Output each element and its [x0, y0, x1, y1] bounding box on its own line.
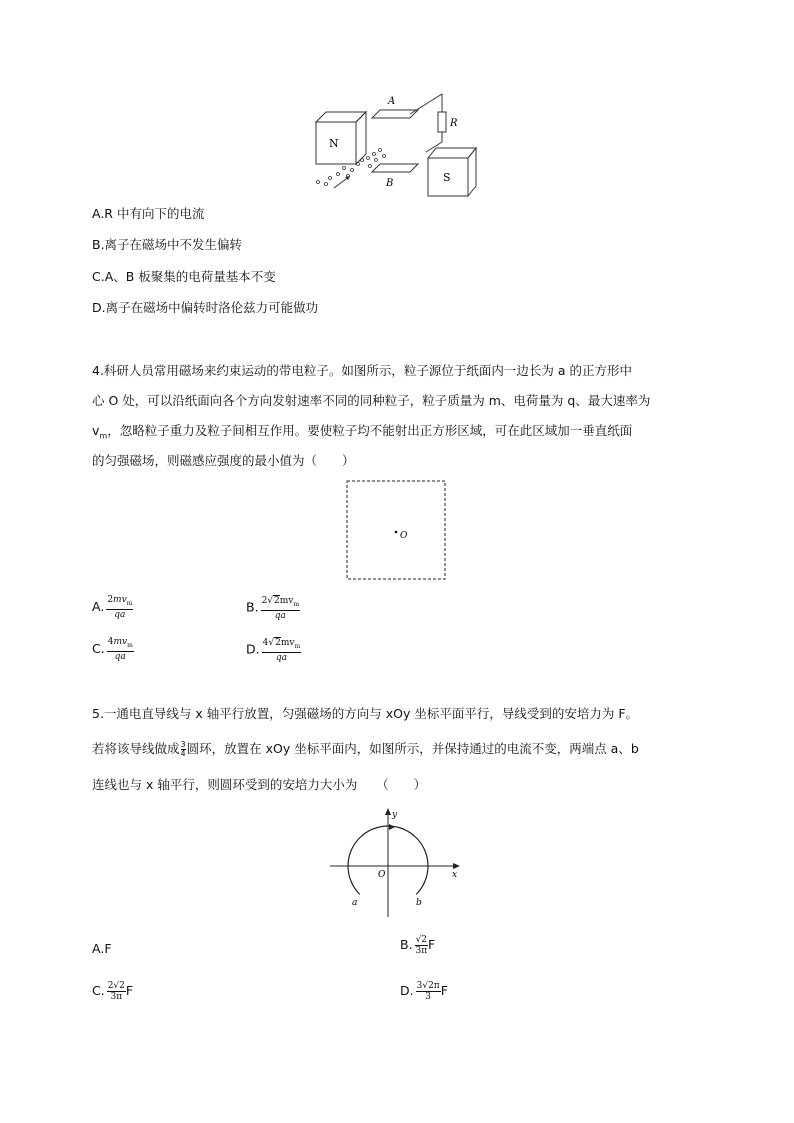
- root: 2: [275, 638, 281, 648]
- q5-option-a: [92, 940, 112, 958]
- formula: [106, 595, 133, 620]
- q5-stem-line-3: 连线也与 x 轴平行，则圆环受到的安培力大小为 （ ）: [92, 777, 427, 792]
- option-letter: D.: [400, 983, 414, 998]
- q4-stem-line-3: [92, 422, 632, 446]
- label-r: R: [450, 118, 458, 129]
- wire: [410, 94, 442, 114]
- y-arrow: [385, 808, 391, 815]
- option-letter: C.: [92, 640, 105, 656]
- line2-pre: 若将该导线做成: [92, 741, 180, 756]
- label-n: N: [329, 137, 339, 150]
- q4-option-d: [246, 637, 301, 663]
- vm-symbol: v: [92, 423, 100, 438]
- formula: $\frac{4√2mv_m}{qa}$: [262, 638, 301, 663]
- option-letter: C.: [92, 983, 105, 998]
- sub: m: [294, 642, 301, 650]
- plate-a: [372, 110, 418, 118]
- num-tail: mv: [113, 637, 128, 647]
- label-s: S: [443, 171, 451, 184]
- label-y: y: [392, 810, 398, 820]
- den: qa: [274, 610, 286, 621]
- q5-option-c: [92, 981, 133, 1002]
- num: 2√2: [107, 981, 125, 991]
- den: qa: [275, 652, 287, 663]
- q4-square-figure: [346, 480, 448, 582]
- label-o: O: [400, 531, 408, 541]
- option-letter: A.: [92, 941, 105, 956]
- den: qa: [114, 651, 126, 662]
- q3-option-c: C.A、B 板聚集的电荷量基本不变: [92, 269, 276, 284]
- q5-option-b: [400, 935, 435, 956]
- option-letter: B.: [400, 937, 413, 952]
- q4-option-c: [92, 637, 134, 662]
- q4-stem-line-1: 4.科研人员常用磁场来约束运动的带电粒子。如图所示，粒子源位于纸面内一边长为 a 的正方形中: [92, 363, 633, 378]
- sub: m: [126, 599, 133, 607]
- q5-ring-figure: [330, 805, 470, 920]
- ion-particles: [317, 149, 386, 186]
- q3-option-d: D.离子在磁场中偏转时洛伦兹力可能做功: [92, 300, 319, 315]
- sub: m: [127, 641, 133, 649]
- den: 3: [425, 992, 432, 1002]
- three-quarter-fraction: [181, 741, 186, 758]
- source-point: [395, 531, 398, 534]
- label-a: A: [388, 96, 396, 107]
- num-tail: mv: [113, 595, 127, 605]
- den: qa: [114, 609, 126, 620]
- label-o: O: [378, 870, 386, 880]
- wire-lower: [426, 132, 442, 152]
- formula: [415, 935, 428, 956]
- label-a: a: [352, 898, 358, 908]
- q4-option-b: [246, 595, 300, 621]
- option-letter: A.: [92, 598, 105, 614]
- coef: 4: [262, 638, 269, 648]
- q3-option-b: B.离子在磁场中不发生偏转: [92, 237, 243, 252]
- q4-stem-line-2: 心 O 处，可以沿纸面向各个方向发射速率不同的同种粒子，粒子质量为 m、电荷量为 q、最大速率为: [92, 393, 651, 408]
- tail: F: [125, 983, 134, 998]
- option-letter: B.: [246, 599, 259, 615]
- vm-subscript: m: [99, 431, 108, 441]
- resistor: [438, 112, 446, 132]
- formula: [416, 981, 441, 1002]
- plate-b: [372, 164, 418, 172]
- coef: 2: [261, 596, 268, 606]
- coef: 2: [107, 595, 114, 605]
- ring-arrow: [389, 824, 395, 830]
- magnet-n-block: [316, 112, 366, 164]
- formula: [107, 981, 126, 1002]
- label-x: x: [452, 870, 458, 880]
- formula: $\frac{2√2mv_m}{qa}$: [261, 596, 300, 621]
- num: √2: [415, 935, 428, 945]
- formula: [107, 637, 134, 662]
- line2-post: 圆环，放置在 xOy 坐标平面内，如图所示，并保持通过的电流不变，两端点 a、b: [186, 741, 639, 756]
- sub: m: [293, 600, 300, 608]
- tail: F: [428, 937, 436, 952]
- q4-stem-line-3-text: ，忽略粒子重力及粒子间相互作用。要使粒子均不能射出正方形区域，可在此区域加一垂直纸面: [107, 423, 633, 438]
- num: 3√2π: [416, 981, 440, 991]
- frac-den: 4: [180, 749, 186, 758]
- label-b: B: [386, 178, 394, 189]
- q5-option-d: [400, 981, 448, 1002]
- frac-num: 3: [180, 740, 186, 749]
- label-b: b: [416, 898, 422, 908]
- root: 2: [274, 596, 280, 606]
- q3-magnet-figure: [300, 88, 500, 200]
- x-arrow: [453, 863, 460, 869]
- num-tail: mv: [280, 638, 295, 648]
- num-tail: mv: [279, 596, 294, 606]
- q5-stem-line-1: 5.一通电直导线与 x 轴平行放置，匀强磁场的方向与 xOy 坐标平面平行，导线受到的安培力为 F。: [92, 706, 639, 721]
- den: 3π: [415, 946, 428, 956]
- den: 3π: [110, 992, 123, 1002]
- option-letter: D.: [246, 641, 260, 657]
- magnet-s-block: [428, 148, 476, 196]
- coef: 4: [107, 637, 114, 647]
- q4-option-a: [92, 595, 133, 620]
- q5-stem-line-2: [92, 740, 639, 758]
- option-text: F: [104, 941, 112, 956]
- dashed-square: [347, 481, 445, 579]
- q3-option-a: A.R 中有向下的电流: [92, 206, 205, 221]
- q4-stem-line-4: 的匀强磁场，则磁感应强度的最小值为（ ）: [92, 453, 355, 468]
- tail: F: [440, 983, 448, 998]
